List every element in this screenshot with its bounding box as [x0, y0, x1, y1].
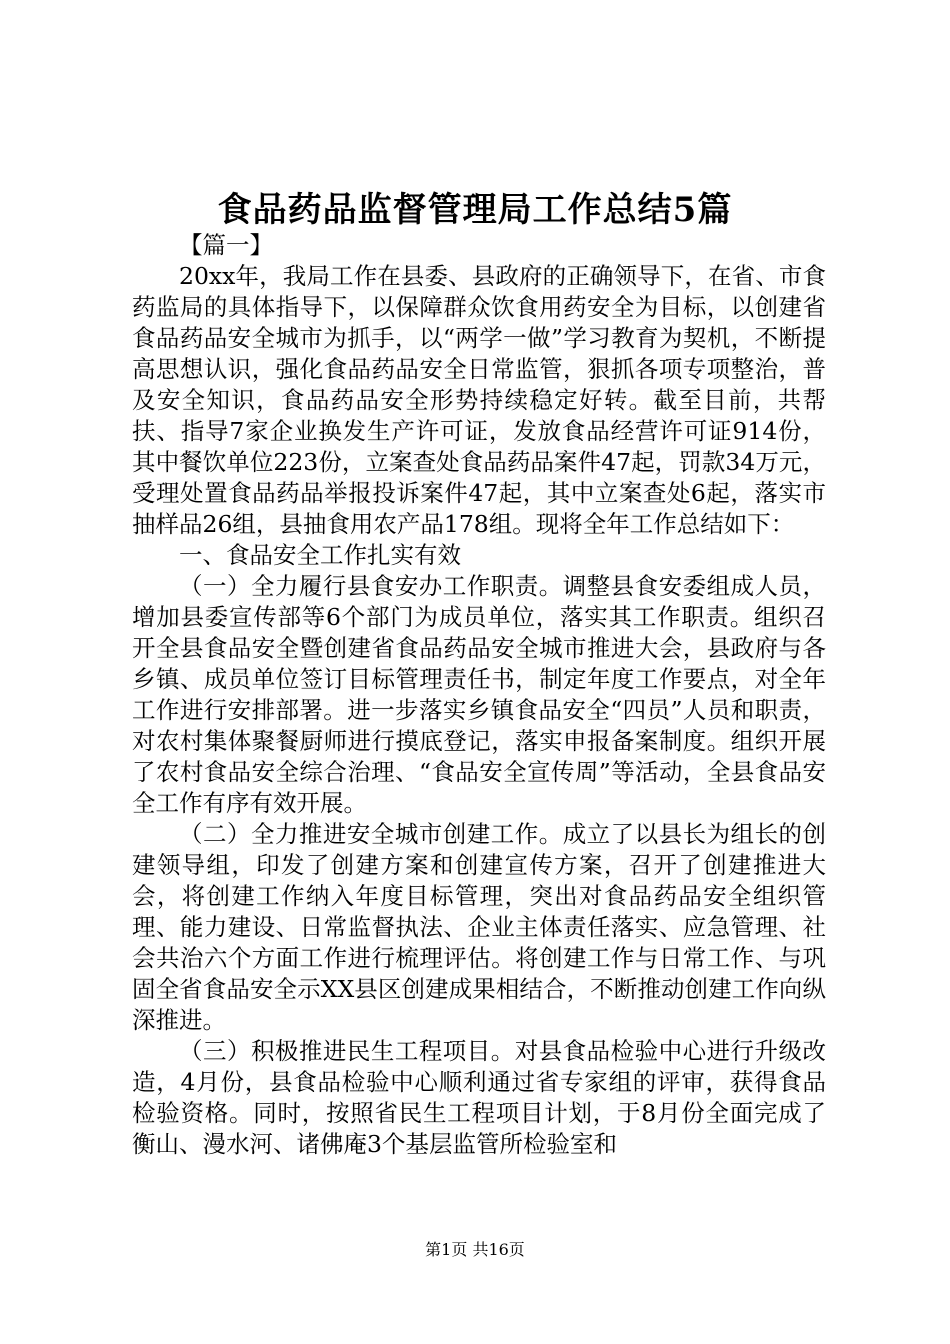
section-heading: 一、食品安全工作扎实有效 [179, 541, 461, 569]
body-paragraph: （二）全力推进安全城市创建工作。成立了以县长为组长的创建领导组，印发了创建方案和创建宣传方案，召开了创建推进大会，将创建工作纳入年度目标管理，突出对食品药品安全组织管理、能力建设、日常监督执法、企业主体责任落实、应急管理、社会共治六个方面工作进行梳理评估。将创建工作与日常工作、与巩固全省食品安全示XX县区创建成果相结合，不断推动创建工作向纵深推进。 [132, 820, 826, 1034]
body-paragraph: （三）积极推进民生工程项目。对县食品检验中心进行升级改造，4月份，县食品检验中心顺利通过省专家组的评审，获得食品检验资格。同时，按照省民生工程项目计划，于8月份全面完成了衡山、漫水河、诸佛庵3个基层监管所检验室和 [132, 1037, 826, 1158]
body-paragraph: （一）全力履行县食安办工作职责。调整县食安委组成人员，增加县委宣传部等6个部门为成员单位，落实其工作职责。组织召开全县食品安全暨创建省食品药品安全城市推进大会，县政府与各乡镇、成员单位签订目标管理责任书，制定年度工作要点，对全年工作进行安排部署。进一步落实乡镇食品安全“四员”人员和职责，对农村集体聚餐厨师进行摸底登记，落实申报备案制度。组织开展了农村食品安全综合治理、“食品安全宣传周”等活动，全县食品安全工作有序有效开展。 [132, 572, 826, 817]
body-paragraph: 20xx年，我局工作在县委、县政府的正确领导下，在省、市食药监局的具体指导下，以保障群众饮食用药安全为目标，以创建省食品药品安全城市为抓手，以“两学一做”学习教育为契机，不断提高思想认识，强化食品药品安全日常监管，狠抓各项专项整治，普及安全知识，食品药品安全形势持续稳定好转。截至目前，共帮扶、指导7家企业换发生产许可证，发放食品经营许可证914份，其中餐饮单位223份，立案查处食品药品案件47起，罚款34万元，受理处置食品药品举报投诉案件47起，其中立案查处6起，落实市抽样品26组，县抽食用农产品178组。现将全年工作总结如下： [132, 262, 826, 538]
document-title: 食品药品监督管理局工作总结5篇 [217, 190, 733, 230]
page-number: 第1页 共16页 [425, 1240, 525, 1259]
section-heading: 【篇一】 [179, 231, 273, 259]
document-body [132, 230, 826, 1160]
